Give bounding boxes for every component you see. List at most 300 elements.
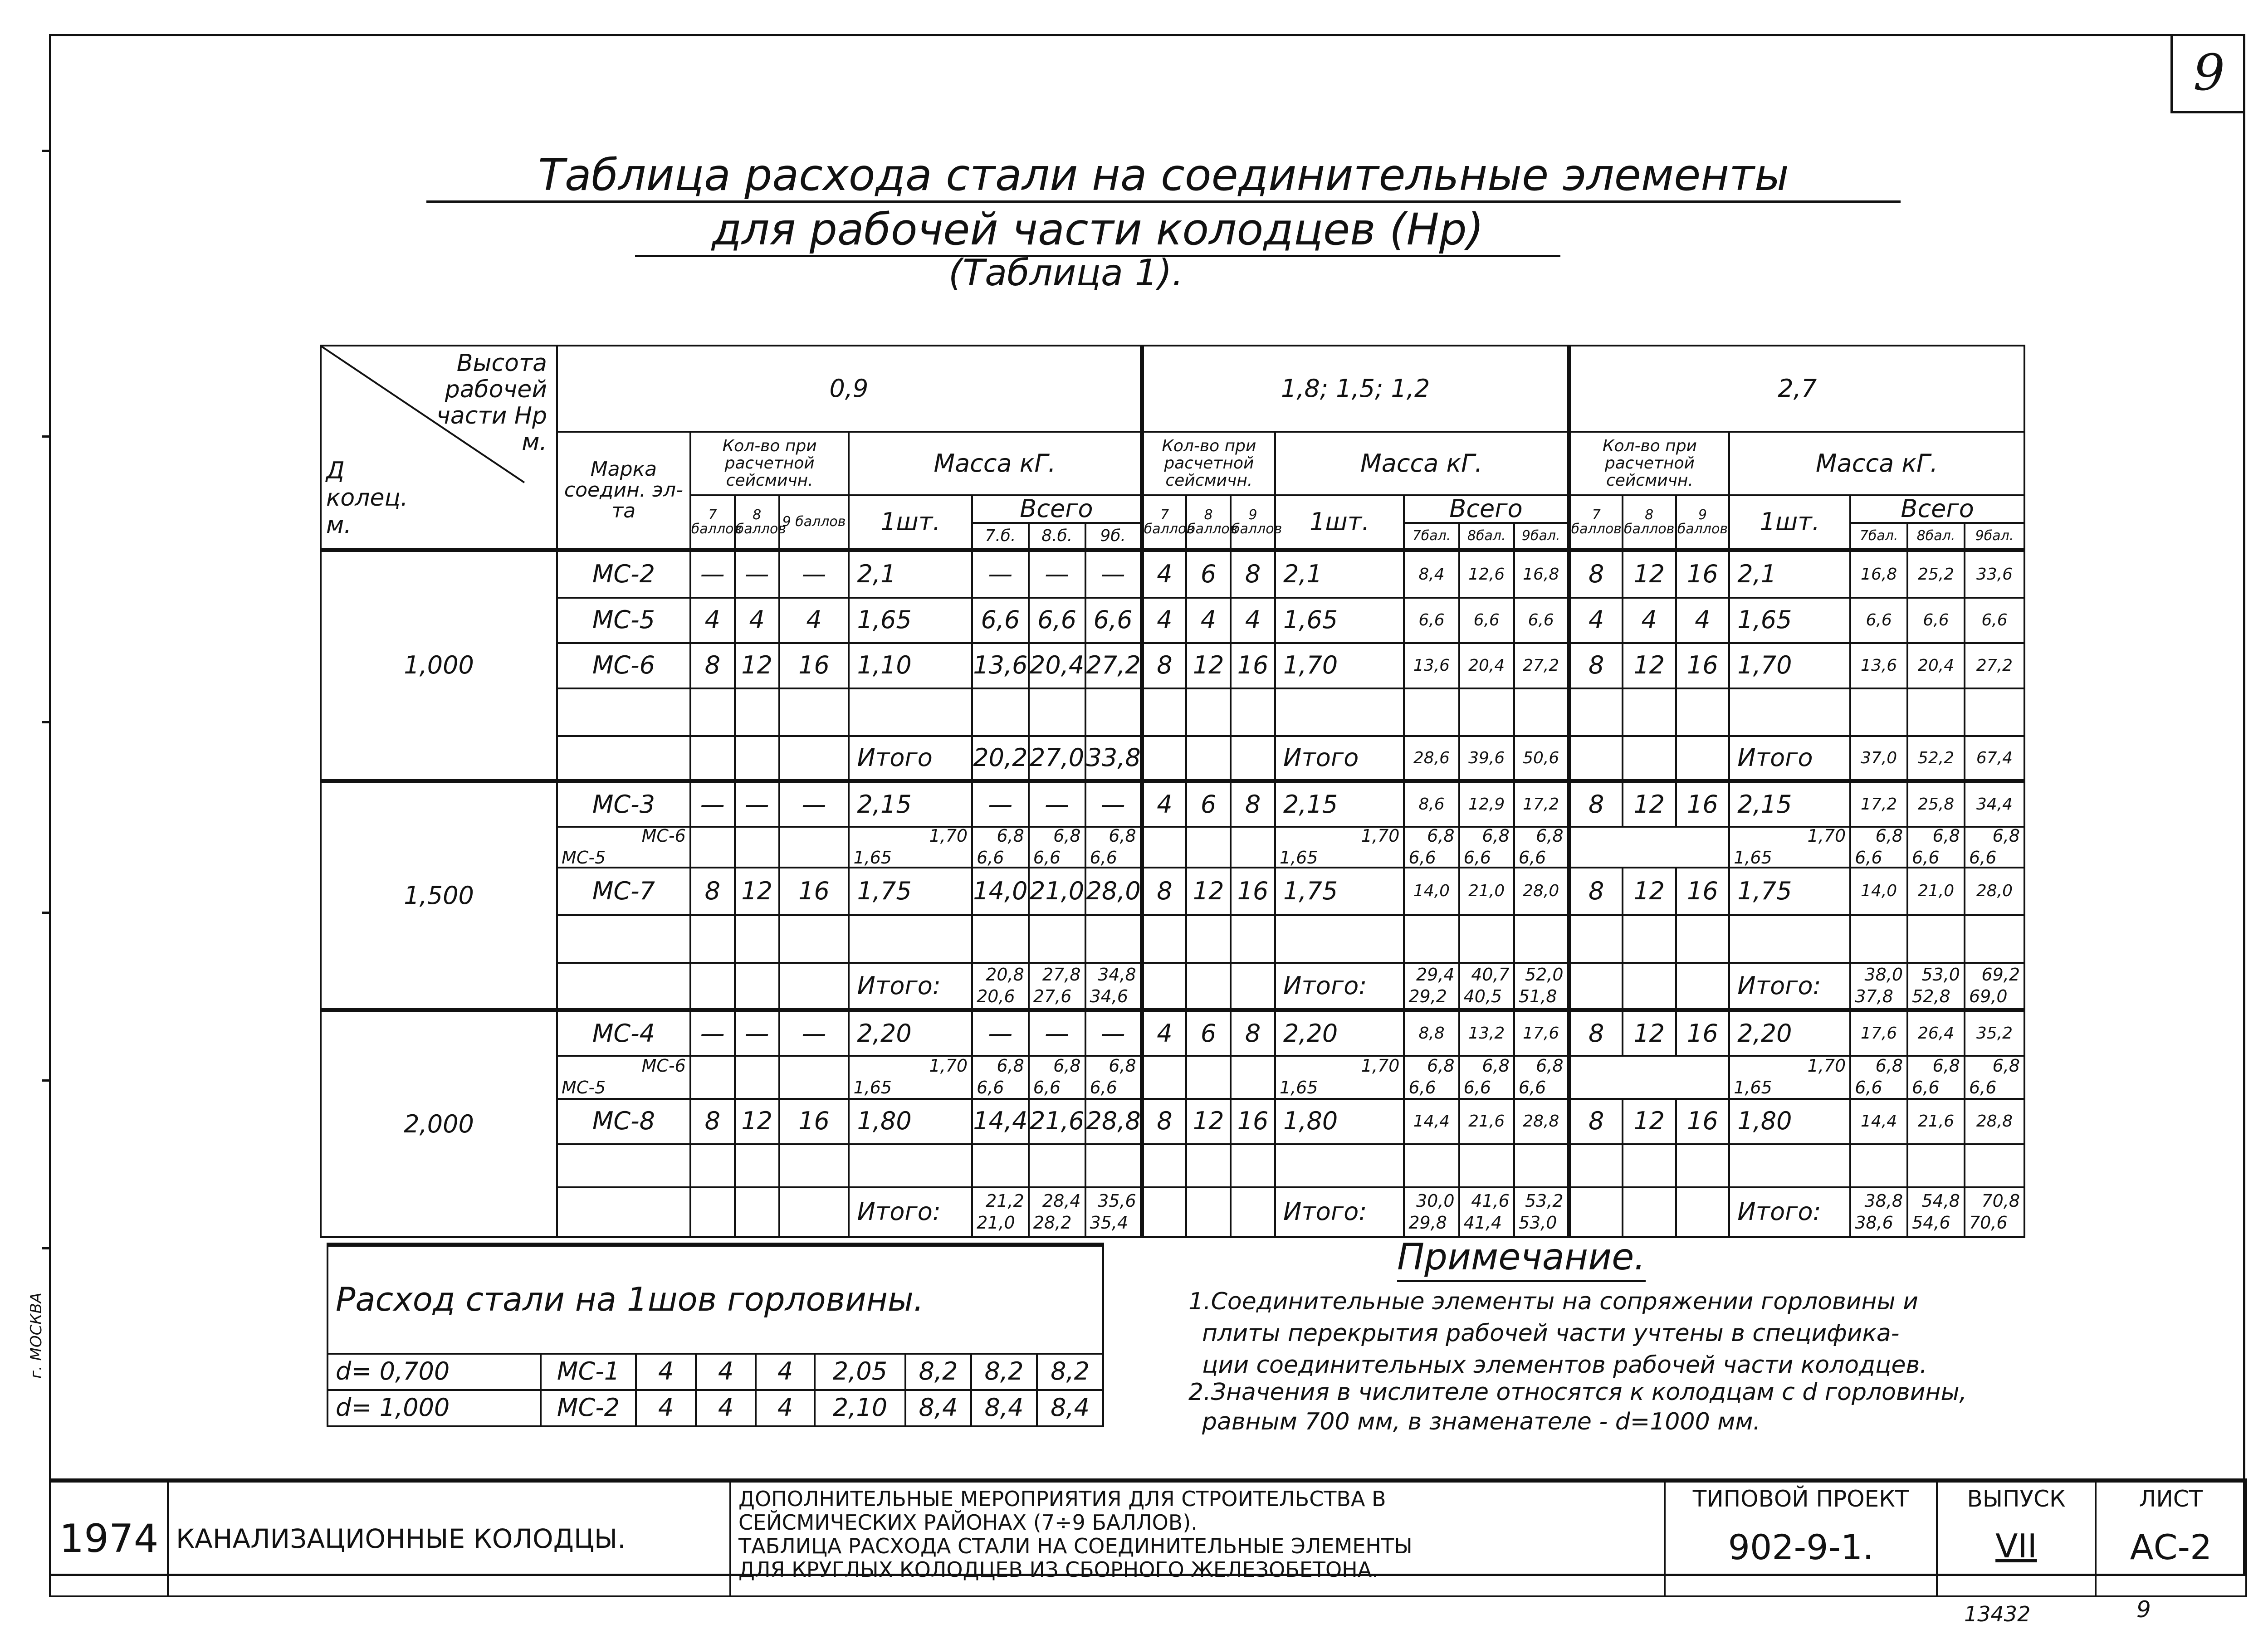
one-piece-header: 1шт. <box>1275 495 1404 550</box>
denominator: 6,8 <box>1932 825 1960 846</box>
denominator: 29,4 <box>1416 965 1455 985</box>
seism-9: 9 баллов <box>779 495 849 550</box>
table-cell <box>730 1481 1665 1596</box>
table-cell <box>779 688 849 736</box>
value-cell: 8 <box>690 868 735 915</box>
denominator: 28,4 <box>1042 1190 1081 1211</box>
value-cell: 14,0 <box>1850 868 1907 915</box>
seism-8: 8 баллов <box>1186 495 1231 550</box>
table-cell <box>1676 1056 1730 1099</box>
value-cell: — <box>735 781 779 827</box>
total-value: 67,4 <box>1965 736 2024 781</box>
value-cell: 28,0 <box>1085 868 1142 915</box>
table-cell <box>1231 915 1275 963</box>
mass-header: Масса кГ. <box>1275 432 1569 495</box>
fraction-total <box>1459 827 1514 868</box>
total-value: 52,2 <box>1907 736 1965 781</box>
value-cell: 33,6 <box>1965 550 2024 598</box>
denominator: 6,8 <box>997 825 1024 846</box>
table-cell <box>972 688 1029 736</box>
neck-value: 8,2 <box>1037 1354 1103 1390</box>
numerator: 6,6 <box>1090 847 1117 868</box>
value-cell: 16 <box>1676 643 1730 688</box>
title-line-2: для рабочей части колодцев (Нр) <box>635 204 1560 257</box>
value-cell: 12 <box>1623 781 1676 827</box>
fraction-total <box>1965 1187 2024 1237</box>
table-cell <box>1186 963 1231 1010</box>
fraction-total <box>972 827 1029 868</box>
fraction-mass <box>1275 1056 1404 1099</box>
denominator: 6,8 <box>1109 825 1136 846</box>
numerator: 29,2 <box>1408 986 1447 1006</box>
value-cell: — <box>690 781 735 827</box>
table-cell <box>1404 1144 1459 1187</box>
fraction-total <box>1404 827 1459 868</box>
table-cell <box>1404 915 1459 963</box>
total-header: Всего <box>1850 495 2024 523</box>
table-cell <box>1142 1056 1186 1099</box>
table-cell <box>1623 915 1676 963</box>
table-cell <box>1569 1056 1623 1099</box>
fraction-mass <box>1275 827 1404 868</box>
denominator: 6,8 <box>1053 825 1081 846</box>
table-cell <box>1623 1056 1676 1099</box>
value-cell: 14,4 <box>1404 1099 1459 1144</box>
total-label: Итого <box>1275 736 1404 781</box>
fraction-mark <box>557 1056 690 1099</box>
value-cell: 4 <box>690 598 735 643</box>
numerator: 6,6 <box>1969 1078 1997 1098</box>
table-cell <box>1676 915 1730 963</box>
mass-header: Масса кГ. <box>849 432 1142 495</box>
numerator: 40,5 <box>1463 986 1502 1006</box>
fraction-total <box>1965 827 2024 868</box>
numerator: 1,65 <box>1279 847 1318 868</box>
value-cell: 6,6 <box>972 598 1029 643</box>
fraction-total <box>972 963 1029 1010</box>
neck-title: Расход стали на 1шов горловины. <box>327 1245 1103 1354</box>
value-cell: 1,80 <box>1729 1099 1850 1144</box>
denominator: 53,2 <box>1525 1190 1564 1211</box>
value-cell: 20,4 <box>1907 643 1965 688</box>
value-cell: 2,15 <box>849 781 972 827</box>
table-cell <box>779 1187 849 1237</box>
value-cell: 14,0 <box>972 868 1029 915</box>
fraction-total <box>1459 963 1514 1010</box>
fraction-total <box>1029 963 1085 1010</box>
numerator: 6,6 <box>1408 1078 1436 1098</box>
value-cell: 2,1 <box>1275 550 1404 598</box>
table-cell <box>1231 1056 1275 1099</box>
denominator: 1,70 <box>929 1056 968 1076</box>
value-cell: 1,65 <box>1729 598 1850 643</box>
denominator: 52,0 <box>1525 965 1564 985</box>
denominator: 6,8 <box>997 1056 1024 1076</box>
table-cell <box>1275 688 1404 736</box>
issue-number: VII <box>1995 1527 2037 1565</box>
denominator: 6,8 <box>1482 1056 1510 1076</box>
fraction-total <box>972 1056 1029 1099</box>
value-cell: — <box>690 550 735 598</box>
denominator: 34,8 <box>1098 965 1136 985</box>
fraction-total <box>1965 963 2024 1010</box>
corner-top-label: Высота рабочей части Нр м. <box>436 350 547 456</box>
value-cell: — <box>972 550 1029 598</box>
value-cell: 12 <box>1623 1010 1676 1056</box>
corner-cell <box>321 346 557 550</box>
table-cell <box>735 915 779 963</box>
table-cell <box>1569 736 1623 781</box>
table-cell <box>1965 688 2024 736</box>
value-cell: 4 <box>735 598 779 643</box>
numerator: 1,65 <box>853 847 892 868</box>
margin-tick <box>42 435 51 438</box>
neck-value: 4 <box>696 1390 756 1426</box>
total-label: Итого: <box>1275 963 1404 1010</box>
table-cell <box>1275 1144 1404 1187</box>
mark-cell: МС-7 <box>557 868 690 915</box>
value-cell: 27,2 <box>1514 643 1569 688</box>
table-cell <box>557 1144 690 1187</box>
value-cell: 27,2 <box>1085 643 1142 688</box>
archive-number: 13432 <box>1964 1602 2031 1626</box>
neck-table <box>327 1243 1104 1427</box>
denominator: 6,8 <box>1875 825 1903 846</box>
fraction-total <box>1404 1056 1459 1099</box>
denominator: 38,0 <box>1864 965 1903 985</box>
total-label: Итого <box>849 736 972 781</box>
value-cell: — <box>779 781 849 827</box>
table-cell <box>1029 915 1085 963</box>
seism-7: 7 баллов <box>1142 495 1186 550</box>
sub-total-8: 8бал. <box>1459 523 1514 550</box>
sub-total-8: 8бал. <box>1907 523 1965 550</box>
fraction-mass <box>849 1056 972 1099</box>
value-cell: 20,4 <box>1029 643 1085 688</box>
numerator: 6,6 <box>1518 847 1546 868</box>
margin-tick <box>42 1079 51 1082</box>
value-cell: — <box>1085 550 1142 598</box>
value-cell: 2,15 <box>1275 781 1404 827</box>
denominator: 54,8 <box>1921 1190 1960 1211</box>
table-cell <box>1937 1481 2096 1596</box>
qty-header: Кол-во при расчетной сейсмичн. <box>690 432 849 495</box>
sub-total-7: 7.б. <box>972 523 1029 550</box>
table-cell <box>779 827 849 868</box>
denominator: 1,70 <box>929 825 968 846</box>
table-cell <box>1459 915 1514 963</box>
denominator: 1,70 <box>1361 1056 1400 1076</box>
value-cell: 4 <box>1142 598 1186 643</box>
value-cell: 2,20 <box>1729 1010 1850 1056</box>
table-cell <box>735 963 779 1010</box>
table-cell <box>1569 688 1623 736</box>
side-city: г. МОСКВА <box>27 1292 45 1379</box>
numerator: 20,6 <box>977 986 1015 1006</box>
value-cell: — <box>1029 1010 1085 1056</box>
value-cell: 16 <box>1676 1010 1730 1056</box>
value-cell: 12 <box>735 1099 779 1144</box>
total-value: 37,0 <box>1850 736 1907 781</box>
table-cell <box>1459 1144 1514 1187</box>
value-cell: 25,2 <box>1907 550 1965 598</box>
value-cell: 16 <box>1676 1099 1730 1144</box>
value-cell: 4 <box>1142 1010 1186 1056</box>
fraction-total <box>1850 1187 1907 1237</box>
table-cell <box>779 1056 849 1099</box>
value-cell: 8 <box>1569 643 1623 688</box>
neck-diameter: d= 1,000 <box>327 1390 541 1426</box>
table-cell <box>1514 688 1569 736</box>
value-cell: 13,6 <box>1404 643 1459 688</box>
numerator: 6,6 <box>1408 847 1436 868</box>
table-cell <box>735 1144 779 1187</box>
table-cell <box>690 1187 735 1237</box>
fraction-total <box>1907 827 1965 868</box>
value-cell: 12 <box>1623 1099 1676 1144</box>
value-cell: 12 <box>1186 643 1231 688</box>
sub-total-9: 9бал. <box>1965 523 2024 550</box>
value-cell: 17,2 <box>1514 781 1569 827</box>
stamp-desc-1: ДОПОЛНИТЕЛЬНЫЕ МЕРОПРИЯТИЯ ДЛЯ СТРОИТЕЛЬСТВА В <box>738 1487 1386 1511</box>
value-cell: 16 <box>1676 781 1730 827</box>
table-cell <box>1569 827 1623 868</box>
sub-total-8: 8.б. <box>1029 523 1085 550</box>
denominator: 6,8 <box>1932 1056 1960 1076</box>
table-cell <box>1850 688 1907 736</box>
numerator: 38,6 <box>1855 1212 1893 1233</box>
table-cell <box>690 1056 735 1099</box>
table-cell <box>1729 1144 1850 1187</box>
value-cell: 6,6 <box>1850 598 1907 643</box>
value-cell: 12 <box>1623 643 1676 688</box>
value-cell: 4 <box>1142 550 1186 598</box>
table-cell <box>1623 736 1676 781</box>
fraction-total <box>1085 963 1142 1010</box>
table-cell <box>1459 688 1514 736</box>
mark-cell: МС-8 <box>557 1099 690 1144</box>
margin-tick <box>42 912 51 914</box>
value-cell: 8 <box>1231 1010 1275 1056</box>
empty-cell <box>557 688 690 736</box>
mark-cell: МС-4 <box>557 1010 690 1056</box>
table-cell <box>2096 1481 2246 1596</box>
note-line-4: 2.Значения в числителе относятся к колодцам с d горловины, <box>1188 1379 1967 1406</box>
value-cell: — <box>779 1010 849 1056</box>
value-cell: 12 <box>1623 868 1676 915</box>
table-cell <box>690 736 735 781</box>
table-cell <box>1186 915 1231 963</box>
numerator: 6,6 <box>1090 1078 1117 1098</box>
numerator: 70,6 <box>1969 1212 2008 1233</box>
value-cell: — <box>1029 550 1085 598</box>
stamp-desc-2: СЕЙСМИЧЕСКИХ РАЙОНАХ (7÷9 БАЛЛОВ). <box>738 1510 1198 1535</box>
numerator: 69,0 <box>1969 986 2008 1006</box>
stamp-year: 1974 <box>50 1481 168 1596</box>
total-value: 20,2 <box>972 736 1029 781</box>
total-label: Итого: <box>1275 1187 1404 1237</box>
table-cell <box>1085 688 1142 736</box>
value-cell: 6,6 <box>1514 598 1569 643</box>
value-cell: 6,6 <box>1907 598 1965 643</box>
numerator: 27,6 <box>1033 986 1072 1006</box>
numerator: 41,4 <box>1463 1212 1502 1233</box>
value-cell: 4 <box>1623 598 1676 643</box>
table-cell <box>1231 1144 1275 1187</box>
value-cell: 14,4 <box>1850 1099 1907 1144</box>
value-cell: 12,6 <box>1459 550 1514 598</box>
table-cell <box>1142 688 1186 736</box>
denominator: 70,8 <box>1981 1190 2020 1211</box>
seism-8: 8 баллов <box>735 495 779 550</box>
sheet-label: ЛИСТ <box>2139 1486 2203 1512</box>
value-cell: 28,8 <box>1965 1099 2024 1144</box>
table-cell <box>1029 688 1085 736</box>
numerator: 1,65 <box>1734 1078 1772 1098</box>
mark-cell: МС-2 <box>557 550 690 598</box>
table-cell <box>1965 915 2024 963</box>
value-cell: 35,2 <box>1965 1010 2024 1056</box>
value-cell: 21,6 <box>1029 1099 1085 1144</box>
numerator: 21,0 <box>977 1212 1015 1233</box>
sheet-number: АС-2 <box>2130 1527 2212 1567</box>
value-cell: 8 <box>690 1099 735 1144</box>
table-cell <box>690 688 735 736</box>
value-cell: 17,6 <box>1514 1010 1569 1056</box>
total-label: Итого <box>1729 736 1850 781</box>
table-cell <box>1623 688 1676 736</box>
value-cell: 12,9 <box>1459 781 1514 827</box>
note-line-3: ции соединительных элементов рабочей части колодцев. <box>1202 1351 1927 1379</box>
value-cell: 8,6 <box>1404 781 1459 827</box>
denominator: 6,8 <box>1992 1056 2020 1076</box>
denominator: 6,8 <box>1482 825 1510 846</box>
table-cell <box>1907 688 1965 736</box>
denominator: 41,6 <box>1471 1190 1510 1211</box>
value-cell: 6,6 <box>1459 598 1514 643</box>
project-number: 902-9-1. <box>1728 1527 1874 1567</box>
note-line-5: равным 700 мм, в знаменателе - d=1000 мм. <box>1202 1408 1761 1435</box>
margin-tick <box>42 150 51 152</box>
denominator: 40,7 <box>1471 965 1510 985</box>
seism-8: 8 баллов <box>1623 495 1676 550</box>
table-cell <box>1729 915 1850 963</box>
table-cell <box>557 736 690 781</box>
neck-value: 8,2 <box>905 1354 971 1390</box>
value-cell: 20,4 <box>1459 643 1514 688</box>
group-header-2: 1,8; 1,5; 1,2 <box>1142 346 1569 432</box>
fraction-total <box>1085 1187 1142 1237</box>
table-cell <box>1186 1187 1231 1237</box>
diameter-1500: 1,500 <box>321 781 557 1010</box>
value-cell: 17,6 <box>1850 1010 1907 1056</box>
table-cell <box>1965 1144 2024 1187</box>
table-cell <box>1623 1144 1676 1187</box>
table-cell <box>735 827 779 868</box>
value-cell: — <box>972 781 1029 827</box>
denominator: 6,8 <box>1992 825 2020 846</box>
value-cell: 21,0 <box>1459 868 1514 915</box>
table-cell <box>849 688 972 736</box>
mark-cell: МС-5 <box>557 598 690 643</box>
value-cell: 8 <box>1569 868 1623 915</box>
numerator: 6,6 <box>1463 1078 1491 1098</box>
fraction-total <box>1514 827 1569 868</box>
denominator: 1,70 <box>1807 1056 1846 1076</box>
table-cell <box>557 915 690 963</box>
value-cell: 4 <box>1231 598 1275 643</box>
value-cell: 27,2 <box>1965 643 2024 688</box>
total-value: 39,6 <box>1459 736 1514 781</box>
seism-7: 7 баллов <box>1569 495 1623 550</box>
table-cell <box>1850 915 1907 963</box>
value-cell: 12 <box>1186 868 1231 915</box>
numerator: 6,6 <box>977 1078 1004 1098</box>
numerator: 1,65 <box>1279 1078 1318 1098</box>
value-cell: — <box>779 550 849 598</box>
value-cell: 16 <box>1231 643 1275 688</box>
stamp-desc-3: ТАБЛИЦА РАСХОДА СТАЛИ НА СОЕДИНИТЕЛЬНЫЕ ЭЛЕМЕНТЫ <box>738 1534 1413 1558</box>
value-cell: 13,6 <box>972 643 1029 688</box>
fraction-total <box>1907 963 1965 1010</box>
value-cell: 4 <box>1142 781 1186 827</box>
value-cell: — <box>1085 1010 1142 1056</box>
table-cell <box>1029 1144 1085 1187</box>
table-cell <box>557 963 690 1010</box>
title-line-3: (Таблица 1). <box>948 252 1183 294</box>
table-cell <box>1231 963 1275 1010</box>
value-cell: 8 <box>1569 1010 1623 1056</box>
fraction-total <box>1459 1187 1514 1237</box>
value-cell: — <box>1085 781 1142 827</box>
table-cell <box>779 915 849 963</box>
title-block <box>49 1478 2247 1597</box>
value-cell: 12 <box>1186 1099 1231 1144</box>
value-cell: 16 <box>779 1099 849 1144</box>
neck-value: 8,2 <box>971 1354 1037 1390</box>
mark-cell: МС-6 <box>557 643 690 688</box>
fraction-total <box>1085 827 1142 868</box>
numerator: 54,6 <box>1912 1212 1950 1233</box>
numerator: 1,65 <box>1734 847 1772 868</box>
table-cell <box>1514 1144 1569 1187</box>
fraction-total <box>1029 827 1085 868</box>
table-cell <box>1142 915 1186 963</box>
denominator: 6,8 <box>1875 1056 1903 1076</box>
fraction-total <box>1850 963 1907 1010</box>
main-table <box>320 345 2025 1238</box>
denominator: 1,70 <box>1361 825 1400 846</box>
total-header: Всего <box>1404 495 1569 523</box>
bottom-page-number: 9 <box>2136 1596 2151 1623</box>
fraction-total <box>1965 1056 2024 1099</box>
total-value: 28,6 <box>1404 736 1459 781</box>
neck-value: 2,10 <box>815 1390 905 1426</box>
value-cell: 6,6 <box>1085 598 1142 643</box>
table-cell <box>1142 963 1186 1010</box>
denominator: 1,70 <box>1807 825 1846 846</box>
table-cell <box>1142 827 1186 868</box>
neck-value: 2,05 <box>815 1354 905 1390</box>
table-cell <box>735 688 779 736</box>
group-header-3: 2,7 <box>1569 346 2024 432</box>
neck-value: 8,4 <box>905 1390 971 1426</box>
denominator: 53,0 <box>1921 965 1960 985</box>
table-cell <box>1569 915 1623 963</box>
value-cell: 8 <box>1231 550 1275 598</box>
numerator: МС-5 <box>562 847 606 868</box>
fraction-mark <box>557 827 690 868</box>
